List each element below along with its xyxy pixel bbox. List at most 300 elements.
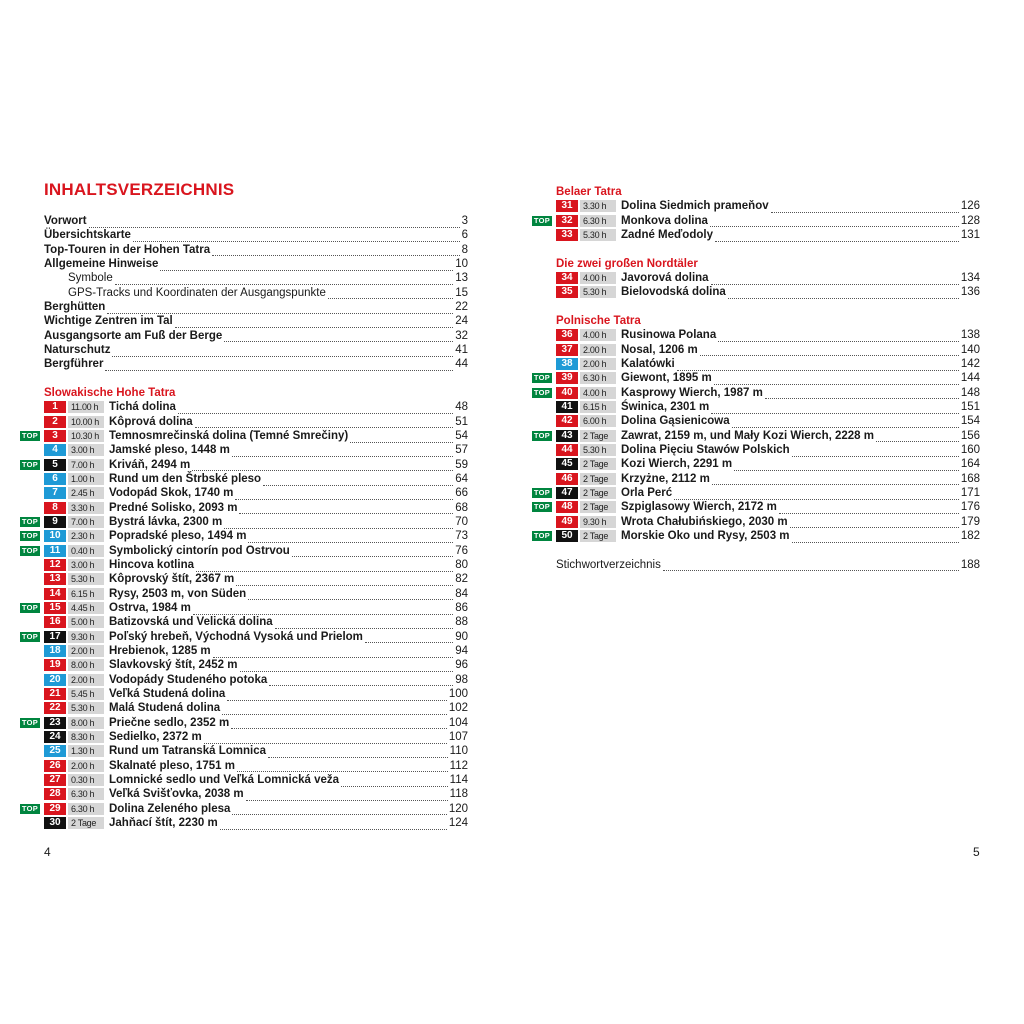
dot-leader	[232, 806, 446, 815]
tour-name: Giewont, 1895 m	[621, 372, 712, 385]
toc-entry-page: 8	[461, 243, 468, 256]
tour-page: 160	[960, 444, 980, 457]
tour-entry[interactable]	[20, 529, 468, 543]
tour-name: Vodopády Studeného potoka	[109, 673, 268, 686]
tour-entry[interactable]	[20, 701, 468, 715]
section-title: Die zwei großen Nordtäler	[556, 257, 698, 270]
dot-leader	[712, 476, 959, 485]
tour-name: Ostrva, 1984 m	[109, 602, 191, 615]
tour-page: 64	[455, 473, 468, 486]
toc-entry-label: Top-Touren in der Hohen Tatra	[44, 243, 211, 256]
dot-leader	[196, 563, 453, 572]
tour-duration: 6.30 h	[68, 803, 104, 815]
tour-page: 131	[960, 229, 980, 242]
dot-leader	[328, 290, 453, 299]
tour-page: 94	[455, 645, 468, 658]
tour-page: 118	[449, 788, 468, 801]
dot-leader	[160, 262, 453, 271]
tour-list-right	[532, 185, 980, 572]
top-tour-badge: TOP	[533, 488, 551, 498]
tour-entry[interactable]	[532, 400, 980, 414]
tour-duration: 2 Tage	[68, 817, 104, 829]
tour-page: 54	[455, 430, 468, 443]
top-tour-badge: TOP	[21, 431, 39, 441]
tour-number-badge: 46	[556, 473, 578, 485]
tour-page: 148	[960, 386, 980, 399]
tour-entry[interactable]	[20, 429, 468, 443]
toc-entry[interactable]	[44, 286, 468, 300]
tour-entry[interactable]	[532, 328, 980, 342]
dot-leader	[711, 405, 959, 414]
tour-entry[interactable]	[532, 357, 980, 371]
index-entry[interactable]	[556, 558, 980, 572]
top-tour-badge: TOP	[21, 545, 39, 555]
tour-duration: 5.30 h	[68, 573, 104, 585]
top-tour-badge: TOP	[533, 502, 551, 512]
tour-duration: 5.30 h	[580, 444, 616, 456]
dot-leader	[792, 448, 959, 457]
dot-leader	[677, 362, 959, 371]
tour-page: 107	[448, 731, 468, 744]
top-slot	[20, 804, 44, 814]
tour-page: 156	[960, 429, 980, 442]
tour-number-badge: 1	[44, 401, 66, 413]
tour-entry[interactable]	[532, 228, 980, 242]
tour-page: 112	[449, 759, 468, 772]
toc-entry-label: Übersichtskarte	[44, 229, 131, 242]
tour-number-badge: 25	[44, 745, 66, 757]
tour-number-badge: 3	[44, 430, 66, 442]
tour-entry[interactable]	[20, 458, 468, 472]
tour-page: 110	[449, 745, 468, 758]
dot-leader	[734, 462, 959, 471]
top-slot	[20, 718, 44, 728]
dot-leader	[235, 491, 453, 500]
tour-page: 80	[455, 559, 468, 572]
dot-leader	[248, 591, 453, 600]
tour-page: 48	[455, 401, 468, 414]
tour-name: Kalatówki	[621, 358, 675, 371]
tour-number-badge: 8	[44, 502, 66, 514]
tour-page: 102	[448, 702, 468, 715]
tour-entry[interactable]	[20, 558, 468, 572]
dot-leader	[246, 792, 448, 801]
section-spacer	[532, 300, 980, 314]
tour-name: Veľká Svišťovka, 2038 m	[109, 788, 244, 801]
tour-entry[interactable]	[20, 601, 468, 615]
toc-entry-page: 44	[455, 358, 468, 371]
top-tour-badge: TOP	[21, 631, 39, 641]
tour-entry[interactable]	[20, 443, 468, 457]
tour-name: Jahňací štít, 2230 m	[109, 817, 218, 829]
tour-entry[interactable]	[532, 443, 980, 457]
tour-name: Dolina Gąsienicowa	[621, 415, 730, 428]
section-title: Polnische Tatra	[556, 314, 641, 327]
tour-name: Kôprovský štít, 2367 m	[109, 573, 235, 586]
tour-page: 59	[455, 458, 468, 471]
tour-entry[interactable]	[20, 587, 468, 601]
tour-number-badge: 31	[556, 200, 578, 212]
tour-page: 70	[455, 516, 468, 529]
tour-duration: 2.00 h	[68, 645, 104, 657]
tour-entry[interactable]	[20, 644, 468, 658]
dot-leader	[231, 720, 447, 729]
dot-leader	[715, 233, 959, 242]
tour-duration: 7.00 h	[68, 516, 104, 528]
tour-name: Popradské pleso, 1494 m	[109, 530, 247, 543]
dot-leader	[222, 706, 447, 715]
tour-entry[interactable]	[20, 615, 468, 629]
tour-duration: 2 Tage	[580, 430, 616, 442]
dot-leader	[227, 692, 447, 701]
tour-entry[interactable]	[532, 457, 980, 471]
tour-entry[interactable]	[532, 414, 980, 428]
dot-leader	[193, 606, 453, 615]
top-tour-badge: TOP	[21, 603, 39, 613]
tour-page: 57	[455, 444, 468, 457]
tour-duration: 4.00 h	[580, 272, 616, 284]
tour-entry[interactable]	[20, 687, 468, 701]
tour-name: Szpiglasowy Wierch, 2172 m	[621, 501, 777, 514]
toc-entry[interactable]	[44, 329, 468, 343]
top-tour-badge: TOP	[533, 430, 551, 440]
toc-entry-page: 6	[461, 229, 468, 242]
tour-name: Kozi Wierch, 2291 m	[621, 458, 733, 471]
toc-entry[interactable]	[44, 343, 468, 357]
tour-entry[interactable]	[532, 199, 980, 213]
tour-entry[interactable]	[20, 486, 468, 500]
toc-title: INHALTSVERZEICHNIS	[44, 180, 235, 199]
tour-number-badge: 43	[556, 430, 578, 442]
top-slot	[20, 546, 44, 556]
tour-number-badge: 45	[556, 458, 578, 470]
tour-entry[interactable]	[532, 529, 980, 543]
tour-name: Sedielko, 2372 m	[109, 731, 202, 744]
page-number-right: 5	[973, 845, 980, 859]
dot-leader	[275, 620, 454, 629]
tour-duration: 2 Tage	[580, 473, 616, 485]
tour-entry[interactable]	[532, 285, 980, 299]
tour-entry[interactable]	[532, 386, 980, 400]
dot-leader	[89, 219, 460, 228]
tour-duration: 2.00 h	[580, 344, 616, 356]
tour-duration: 5.00 h	[68, 616, 104, 628]
tour-entry[interactable]	[20, 802, 468, 816]
toc-entry[interactable]	[44, 257, 468, 271]
tour-number-badge: 21	[44, 688, 66, 700]
top-tour-badge: TOP	[21, 803, 39, 813]
tour-page: 98	[455, 673, 468, 686]
tour-number-badge: 32	[556, 215, 578, 227]
tour-duration: 5.30 h	[580, 229, 616, 241]
dot-leader	[248, 534, 453, 543]
tour-duration: 4.45 h	[68, 602, 104, 614]
tour-entry[interactable]	[532, 500, 980, 514]
tour-name: Krzyżne, 2112 m	[621, 472, 710, 485]
tour-entry[interactable]	[20, 787, 468, 801]
tour-page: 176	[960, 501, 980, 514]
tour-page: 100	[448, 688, 468, 701]
tour-page: 124	[448, 817, 468, 829]
tour-duration: 7.00 h	[68, 459, 104, 471]
tour-entry[interactable]	[20, 501, 468, 515]
dot-leader	[213, 649, 454, 658]
top-tour-badge: TOP	[533, 215, 551, 225]
tour-name: Kasprowy Wierch, 1987 m	[621, 386, 763, 399]
dot-leader	[107, 305, 453, 314]
tour-number-badge: 19	[44, 659, 66, 671]
tour-entry[interactable]	[20, 400, 468, 414]
tour-name: Malá Studená dolina	[109, 702, 221, 715]
tour-page: 88	[455, 616, 468, 629]
tour-duration: 8.00 h	[68, 717, 104, 729]
tour-name: Orla Perć	[621, 487, 673, 500]
tour-duration: 0.40 h	[68, 545, 104, 557]
tour-page: 171	[960, 487, 980, 500]
tour-entry[interactable]	[20, 658, 468, 672]
tour-page: 136	[960, 286, 980, 299]
dot-leader	[876, 433, 959, 442]
tour-duration: 1.30 h	[68, 745, 104, 757]
tour-duration: 4.00 h	[580, 329, 616, 341]
tour-number-badge: 38	[556, 358, 578, 370]
dot-leader	[292, 548, 453, 557]
toc-entry[interactable]	[44, 228, 468, 242]
tour-list-slovak-high-tatras	[20, 386, 468, 830]
tour-entry[interactable]	[20, 744, 468, 758]
toc-entry[interactable]	[44, 214, 468, 228]
tour-entry[interactable]	[20, 630, 468, 644]
tour-page: 76	[455, 544, 468, 557]
tour-page: 96	[455, 659, 468, 672]
tour-name: Rund um Tatranská Lomnica	[109, 745, 266, 758]
tour-entry[interactable]	[20, 472, 468, 486]
tour-duration: 3.30 h	[68, 502, 104, 514]
tour-entry[interactable]	[532, 214, 980, 228]
top-tour-badge: TOP	[21, 517, 39, 527]
tour-entry[interactable]	[532, 486, 980, 500]
tour-duration: 2.00 h	[68, 674, 104, 686]
tour-number-badge: 29	[44, 803, 66, 815]
tour-number-badge: 30	[44, 817, 66, 829]
top-slot	[20, 603, 44, 613]
tour-number-badge: 22	[44, 702, 66, 714]
toc-entry-page: 41	[455, 344, 468, 357]
tour-entry[interactable]	[532, 429, 980, 443]
tour-name: Javorová dolina	[621, 272, 709, 285]
tour-duration: 8.00 h	[68, 659, 104, 671]
tour-number-badge: 14	[44, 588, 66, 600]
tour-name: Poľský hrebeň, Východná Vysoká und Prielom	[109, 630, 363, 643]
tour-entry[interactable]	[20, 515, 468, 529]
tour-number-badge: 34	[556, 272, 578, 284]
toc-entry[interactable]	[44, 314, 468, 328]
tour-name: Skalnaté pleso, 1751 m	[109, 759, 235, 772]
tour-name: Veľká Studená dolina	[109, 688, 226, 701]
tour-name: Predné Solisko, 2093 m	[109, 501, 238, 514]
toc-entry-label: Ausgangsorte am Fuß der Berge	[44, 329, 223, 342]
tour-entry[interactable]	[532, 343, 980, 357]
tour-duration: 10.30 h	[68, 430, 104, 442]
tour-duration: 8.30 h	[68, 731, 104, 743]
dot-leader	[779, 505, 959, 514]
toc-entry-label: Wichtige Zentren im Tal	[44, 315, 173, 328]
toc-entry-label: Naturschutz	[44, 344, 111, 357]
tour-duration: 5.30 h	[580, 286, 616, 298]
dot-leader	[263, 477, 453, 486]
tour-number-badge: 48	[556, 501, 578, 513]
tour-page: 82	[455, 573, 468, 586]
tour-duration: 0.30 h	[68, 774, 104, 786]
tour-number-badge: 13	[44, 573, 66, 585]
toc-entry[interactable]	[44, 271, 468, 285]
tour-page: 90	[455, 630, 468, 643]
tour-page: 68	[455, 501, 468, 514]
top-slot	[532, 488, 556, 498]
tour-duration: 2.00 h	[580, 358, 616, 370]
tour-page: 179	[960, 515, 980, 528]
tour-entry[interactable]	[532, 515, 980, 529]
tour-number-badge: 27	[44, 774, 66, 786]
dot-leader	[232, 448, 453, 457]
toc-entry[interactable]	[44, 300, 468, 314]
dot-leader	[771, 204, 959, 213]
dot-leader	[192, 462, 453, 471]
tour-entry[interactable]	[532, 472, 980, 486]
tour-page: 140	[960, 343, 980, 356]
top-slot	[532, 216, 556, 226]
dot-leader	[237, 763, 448, 772]
tour-name: Batizovská und Velická dolina	[109, 616, 273, 629]
top-tour-badge: TOP	[533, 387, 551, 397]
tour-name: Temnosmrečinská dolina (Temné Smrečiny)	[109, 430, 349, 443]
dot-leader	[790, 519, 959, 528]
toc-entry-page: 32	[455, 329, 468, 342]
tour-entry[interactable]	[20, 773, 468, 787]
tour-name: Jamské pleso, 1448 m	[109, 444, 230, 457]
tour-duration: 3.00 h	[68, 444, 104, 456]
tour-page: 182	[960, 530, 980, 543]
tour-page: 168	[960, 472, 980, 485]
index-entry-page: 188	[960, 558, 980, 571]
tour-name: Lomnické sedlo und Veľká Lomnická veža	[109, 774, 340, 787]
top-slot	[532, 531, 556, 541]
tour-number-badge: 15	[44, 602, 66, 614]
section-spacer	[532, 242, 980, 256]
tour-page: 128	[960, 214, 980, 227]
tour-entry[interactable]	[20, 730, 468, 744]
tour-number-badge: 47	[556, 487, 578, 499]
tour-number-badge: 9	[44, 516, 66, 528]
tour-entry[interactable]	[20, 544, 468, 558]
tour-entry[interactable]	[20, 415, 468, 429]
tour-name: Hrebienok, 1285 m	[109, 645, 211, 658]
tour-page: 142	[960, 358, 980, 371]
tour-duration: 2 Tage	[580, 487, 616, 499]
tour-number-badge: 49	[556, 516, 578, 528]
dot-leader	[765, 390, 959, 399]
dot-leader	[204, 735, 447, 744]
tour-name: Świnica, 2301 m	[621, 401, 710, 414]
top-slot	[20, 431, 44, 441]
tour-duration: 1.00 h	[68, 473, 104, 485]
toc-entry-label: GPS-Tracks und Koordinaten der Ausgangspunkte	[68, 286, 326, 299]
tour-entry[interactable]	[20, 673, 468, 687]
tour-duration: 6.30 h	[580, 215, 616, 227]
tour-name: Morskie Oko und Rysy, 2503 m	[621, 530, 790, 543]
tour-name: Zadné Meďodoly	[621, 229, 713, 242]
top-tour-badge: TOP	[533, 531, 551, 541]
tour-number-badge: 18	[44, 645, 66, 657]
tour-entry[interactable]	[20, 816, 468, 830]
top-slot	[20, 517, 44, 527]
tour-entry[interactable]	[532, 371, 980, 385]
tour-number-badge: 44	[556, 444, 578, 456]
tour-entry[interactable]	[20, 716, 468, 730]
dot-leader	[341, 778, 448, 787]
top-slot	[532, 502, 556, 512]
tour-duration: 6.30 h	[580, 372, 616, 384]
tour-name: Bystrá lávka, 2300 m	[109, 516, 223, 529]
dot-leader	[711, 276, 959, 285]
tour-number-badge: 41	[556, 401, 578, 413]
dot-leader	[178, 405, 453, 414]
toc-entry-page: 10	[455, 258, 468, 271]
dot-leader	[269, 677, 453, 686]
tour-name: Hincova kotlina	[109, 559, 194, 572]
toc-entry[interactable]	[44, 357, 468, 371]
tour-duration: 6.15 h	[68, 588, 104, 600]
tour-number-badge: 24	[44, 731, 66, 743]
tour-name: Kriváň, 2494 m	[109, 458, 191, 471]
tour-duration: 9.30 h	[68, 631, 104, 643]
toc-entry-page: 22	[455, 301, 468, 314]
dot-leader	[792, 534, 959, 543]
tour-number-badge: 23	[44, 717, 66, 729]
section-spacer	[532, 543, 980, 557]
tour-name: Rysy, 2503 m, von Süden	[109, 587, 247, 600]
tour-duration: 6.30 h	[68, 788, 104, 800]
tour-duration: 3.00 h	[68, 559, 104, 571]
dot-leader	[175, 319, 453, 328]
toc-entry-label: Vorwort	[44, 215, 87, 228]
page-number-left: 4	[44, 845, 51, 859]
tour-page: 120	[448, 802, 468, 815]
tour-number-badge: 20	[44, 674, 66, 686]
dot-leader	[710, 218, 959, 227]
tour-number-badge: 16	[44, 616, 66, 628]
toc-entry-page: 13	[455, 272, 468, 285]
tour-name: Dolina Pięciu Stawów Polskich	[621, 444, 790, 457]
tour-number-badge: 36	[556, 329, 578, 341]
toc-entry-page: 3	[461, 215, 468, 228]
tour-name: Kôprová dolina	[109, 415, 193, 428]
tour-entry[interactable]	[20, 572, 468, 586]
dot-leader	[728, 290, 959, 299]
tour-entry[interactable]	[20, 759, 468, 773]
tour-number-badge: 11	[44, 545, 66, 557]
toc-entry[interactable]	[44, 243, 468, 257]
tour-name: Slavkovský štít, 2452 m	[109, 659, 238, 672]
tour-number-badge: 26	[44, 760, 66, 772]
tour-number-badge: 10	[44, 530, 66, 542]
top-slot	[532, 373, 556, 383]
dot-leader	[350, 434, 453, 443]
dot-leader	[700, 347, 959, 356]
tour-number-badge: 50	[556, 530, 578, 542]
tour-number-badge: 40	[556, 387, 578, 399]
tour-entry[interactable]	[532, 271, 980, 285]
